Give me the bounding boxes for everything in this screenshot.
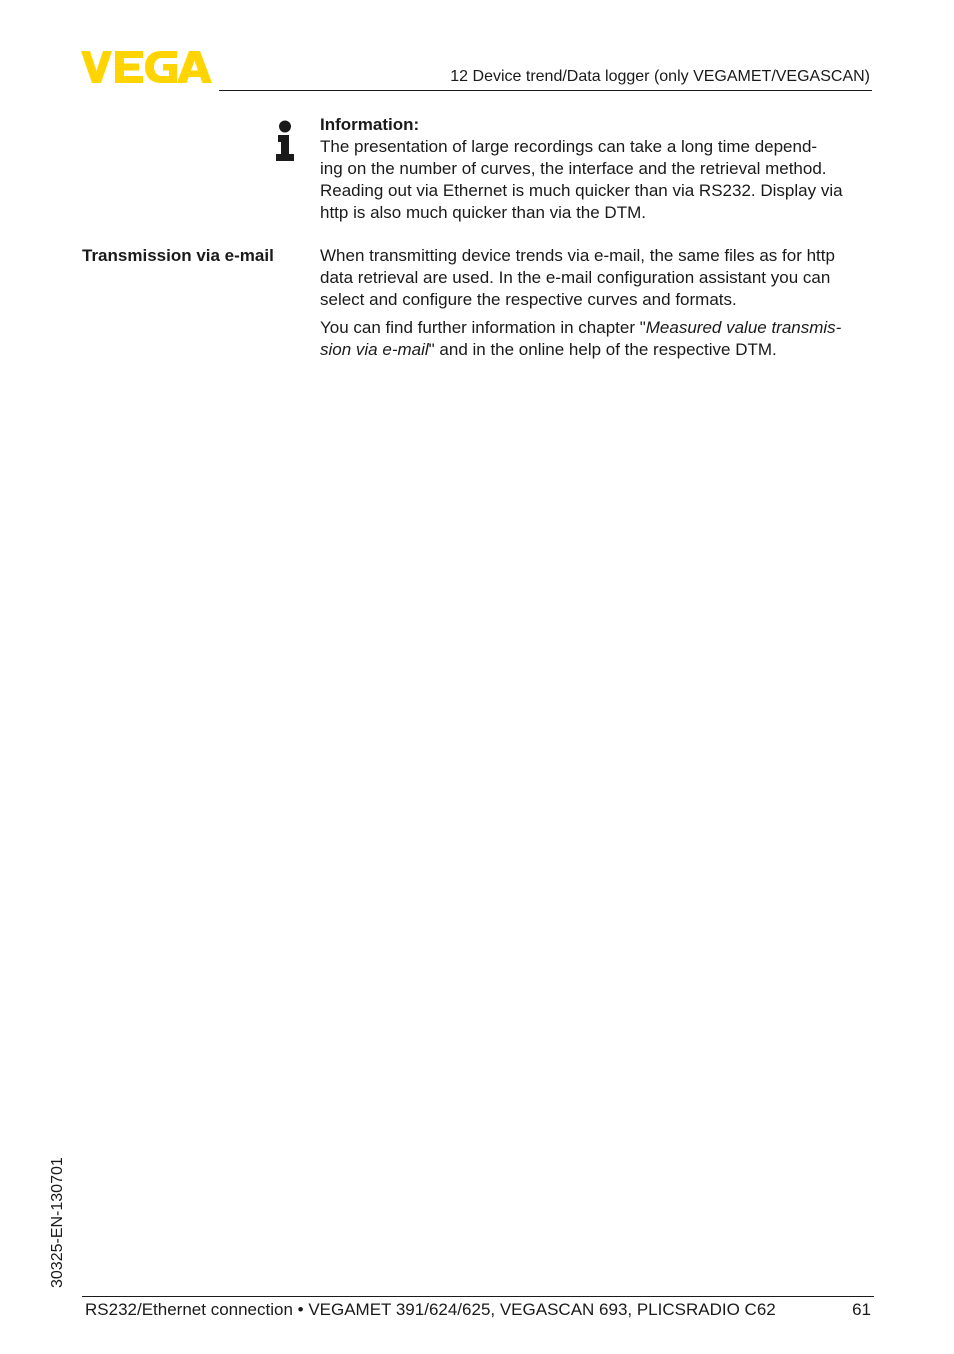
chapter-reference: sion via e-mail xyxy=(320,340,429,359)
information-title: Information: xyxy=(320,115,420,134)
paragraph-line xyxy=(320,339,880,361)
information-icon xyxy=(275,120,295,162)
vega-logo xyxy=(81,51,212,83)
paragraph-line: When transmitting device trends via e-mail, the same files as for http xyxy=(320,246,835,265)
paragraph-line: select and configure the respective curves and formats. xyxy=(320,290,737,309)
chapter-header: 12 Device trend/Data logger (only VEGAMET/VEGASCAN) xyxy=(450,68,870,85)
email-section-body xyxy=(320,245,880,361)
header-divider xyxy=(219,90,872,91)
email-paragraph-1 xyxy=(320,245,880,311)
chapter-reference: Measured value transmis- xyxy=(645,318,842,337)
information-line: ing on the number of curves, the interface and the retrieval method. xyxy=(320,159,827,178)
section-heading-email: Transmission via e-mail xyxy=(82,246,274,265)
information-line: http is also much quicker than via the DTM. xyxy=(320,203,646,222)
email-paragraph-2 xyxy=(320,317,880,361)
paragraph-line xyxy=(320,317,880,339)
information-note xyxy=(320,114,880,224)
page-number: 61 xyxy=(852,1300,871,1319)
footer-divider xyxy=(82,1296,874,1297)
paragraph-line: data retrieval are used. In the e-mail configuration assistant you can xyxy=(320,268,831,287)
information-line: Reading out via Ethernet is much quicker than via RS232. Display via xyxy=(320,181,843,200)
paragraph-text: You can find further information in chapter " xyxy=(320,318,646,337)
document-code: 30325-EN-130701 xyxy=(49,1157,66,1288)
footer-product-line: RS232/Ethernet connection • VEGAMET 391/624/625, VEGASCAN 693, PLICSRADIO C62 xyxy=(85,1300,776,1319)
information-line: The presentation of large recordings can take a long time depend- xyxy=(320,137,818,156)
paragraph-text: " and in the online help of the respective DTM. xyxy=(428,340,777,359)
